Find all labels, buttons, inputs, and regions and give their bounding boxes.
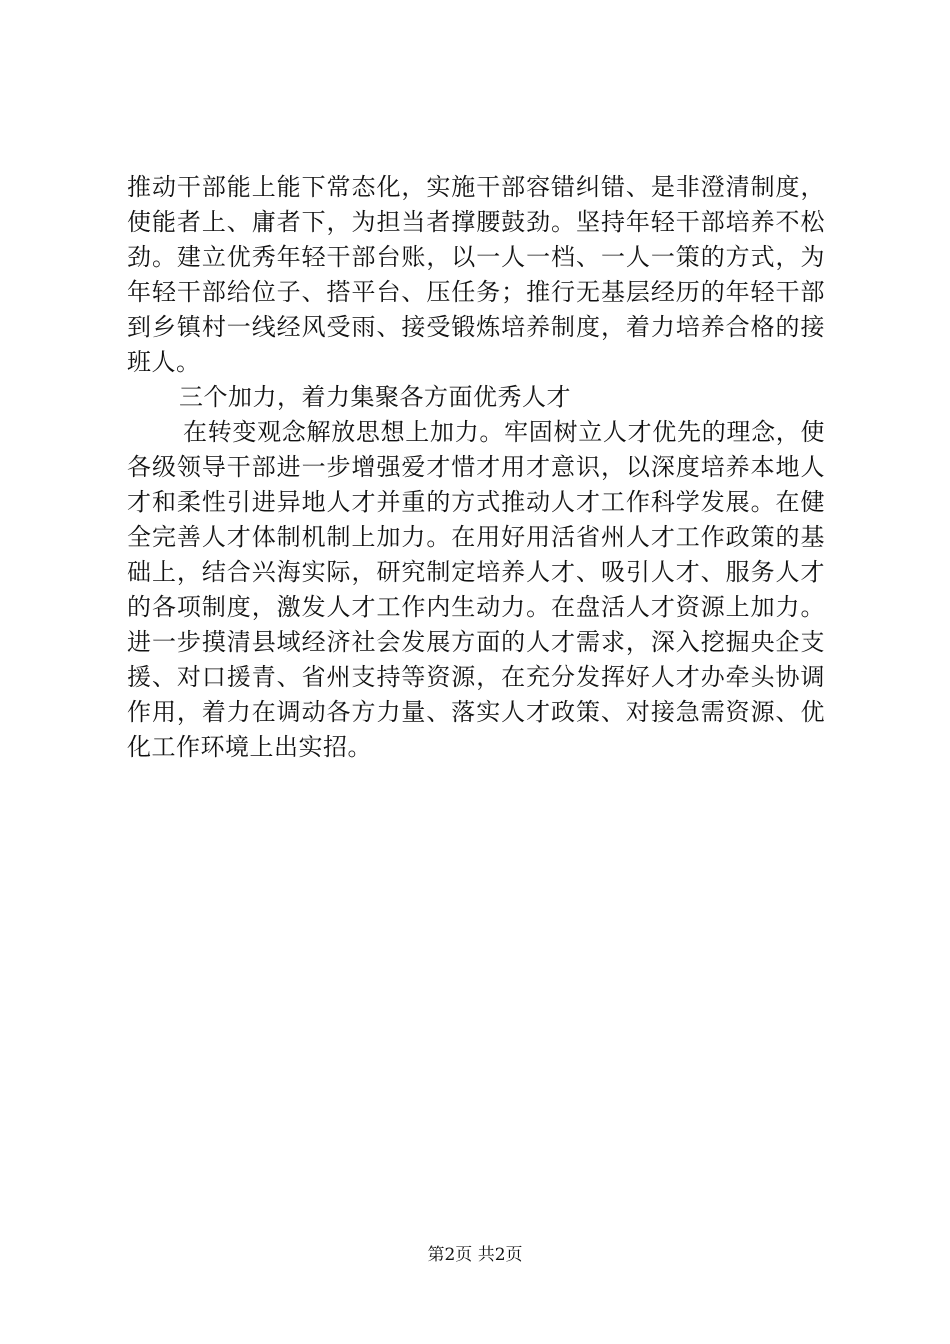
page-number-footer: 第2页 共2页 [427,1245,523,1265]
document-body [127,170,825,765]
section-heading: 三个加力，着力集聚各方面优秀人才 [179,383,571,411]
paragraph: 在转变观念解放思想上加力。牢固树立人才优先的理念，使各级领导干部进一步增强爱才惜才用才意识，以深度培养本地人才和柔性引进异地人才并重的方式推动人才工作科学发展。在健全完善人才体制机制上加力。在用好用活省州人才工作政策的基础上，结合兴海实际，研究制定培养人才、吸引人才、服务人才的各项制度，激发人才工作内生动力。在盘活人才资源上加力。进一步摸清县域经济社会发展方面的人才需求，深入挖掘央企支援、对口援青、省州支持等资源，在充分发挥好人才办牵头协调作用，着力在调动各方力量、落实人才政策、对接急需资源、优化工作环境上出实招。 [127,418,825,761]
paragraph-continued: 推动干部能上能下常态化，实施干部容错纠错、是非澄清制度，使能者上、庸者下，为担当者撑腰鼓劲。坚持年轻干部培养不松劲。建立优秀年轻干部台账，以一人一档、一人一策的方式，为年轻干部给位子、搭平台、压任务；推行无基层经历的年轻干部到乡镇村一线经风受雨、接受锻炼培养制度，着力培养合格的接班人。 [127,173,825,376]
